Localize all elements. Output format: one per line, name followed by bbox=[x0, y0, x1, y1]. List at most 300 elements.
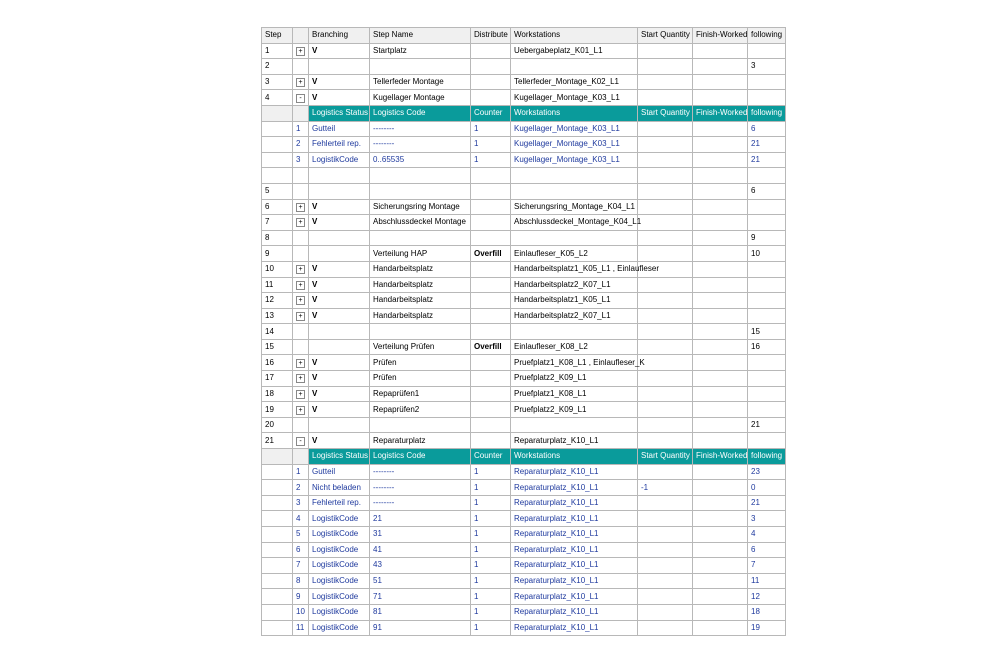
following-cell[interactable]: 23 bbox=[748, 464, 786, 480]
step-row[interactable] bbox=[262, 277, 786, 293]
counter-cell[interactable]: 1 bbox=[471, 589, 511, 605]
expand-toggle-icon[interactable]: + bbox=[296, 374, 305, 383]
sub-header-logistics-code[interactable]: Logistics Code bbox=[370, 105, 471, 121]
logistics-code-cell[interactable]: 43 bbox=[370, 558, 471, 574]
step-row[interactable] bbox=[262, 74, 786, 90]
distribute-cell[interactable] bbox=[471, 308, 511, 324]
step-row[interactable] bbox=[262, 246, 786, 262]
step-name[interactable]: Kugellager Montage bbox=[370, 90, 471, 106]
finish-worked-cell[interactable] bbox=[693, 230, 748, 246]
workstation-cell[interactable]: Reparaturplatz_K10_L1 bbox=[511, 558, 638, 574]
step-row[interactable] bbox=[262, 230, 786, 246]
logistics-status-cell[interactable]: LogistikCode bbox=[309, 620, 370, 636]
step-row[interactable] bbox=[262, 43, 786, 59]
start-quantity-cell[interactable] bbox=[638, 495, 693, 511]
branching-cell[interactable] bbox=[309, 324, 370, 340]
start-quantity-cell[interactable] bbox=[638, 277, 693, 293]
step-row[interactable] bbox=[262, 183, 786, 199]
workstation-cell[interactable]: Kugellager_Montage_K03_L1 bbox=[511, 152, 638, 168]
following-cell[interactable]: 6 bbox=[748, 183, 786, 199]
distribute-cell[interactable] bbox=[471, 90, 511, 106]
distribute-cell[interactable] bbox=[471, 433, 511, 449]
following-cell[interactable] bbox=[748, 308, 786, 324]
counter-cell[interactable]: 1 bbox=[471, 495, 511, 511]
logistics-row[interactable] bbox=[262, 480, 786, 496]
finish-worked-cell[interactable] bbox=[693, 355, 748, 371]
distribute-cell[interactable] bbox=[471, 43, 511, 59]
workstation-cell[interactable]: Reparaturplatz_K10_L1 bbox=[511, 573, 638, 589]
logistics-status-cell[interactable]: LogistikCode bbox=[309, 558, 370, 574]
distribute-cell[interactable] bbox=[471, 417, 511, 433]
finish-worked-cell[interactable] bbox=[693, 199, 748, 215]
toggle-cell[interactable] bbox=[293, 199, 309, 215]
start-quantity-cell[interactable] bbox=[638, 137, 693, 153]
finish-worked-cell[interactable] bbox=[693, 339, 748, 355]
step-row[interactable] bbox=[262, 261, 786, 277]
branching-cell[interactable]: V bbox=[309, 74, 370, 90]
finish-worked-cell[interactable] bbox=[693, 604, 748, 620]
logistics-code-cell[interactable]: -------- bbox=[370, 121, 471, 137]
finish-worked-cell[interactable] bbox=[693, 308, 748, 324]
logistics-status-cell[interactable]: Gutteil bbox=[309, 121, 370, 137]
step-row[interactable] bbox=[262, 339, 786, 355]
following-cell[interactable]: 21 bbox=[748, 152, 786, 168]
toggle-cell[interactable] bbox=[293, 293, 309, 309]
workstation-cell[interactable]: Handarbeitsplatz1_K05_L1 bbox=[511, 293, 638, 309]
following-cell[interactable]: 0 bbox=[748, 480, 786, 496]
branching-cell[interactable]: V bbox=[309, 277, 370, 293]
logistics-row[interactable] bbox=[262, 620, 786, 636]
branching-cell[interactable]: V bbox=[309, 43, 370, 59]
start-quantity-cell[interactable] bbox=[638, 355, 693, 371]
expand-toggle-icon[interactable]: + bbox=[296, 359, 305, 368]
logistics-row[interactable] bbox=[262, 604, 786, 620]
step-name[interactable]: Reparaturplatz bbox=[370, 433, 471, 449]
following-cell[interactable]: 7 bbox=[748, 558, 786, 574]
step-row[interactable] bbox=[262, 386, 786, 402]
sub-header-start-quantity[interactable]: Start Quantity bbox=[638, 105, 693, 121]
step-name[interactable]: Verteilung HAP bbox=[370, 246, 471, 262]
finish-worked-cell[interactable] bbox=[693, 59, 748, 75]
workstation-cell[interactable]: Reparaturplatz_K10_L1 bbox=[511, 542, 638, 558]
logistics-status-cell[interactable]: LogistikCode bbox=[309, 604, 370, 620]
workstation-cell[interactable] bbox=[511, 324, 638, 340]
start-quantity-cell[interactable] bbox=[638, 527, 693, 543]
sub-header-counter[interactable]: Counter bbox=[471, 105, 511, 121]
start-quantity-cell[interactable] bbox=[638, 511, 693, 527]
sub-header-logistics-status[interactable]: Logistics Status bbox=[309, 449, 370, 465]
start-quantity-cell[interactable] bbox=[638, 183, 693, 199]
branching-cell[interactable] bbox=[309, 230, 370, 246]
logistics-row[interactable] bbox=[262, 511, 786, 527]
logistics-code-cell[interactable]: -------- bbox=[370, 495, 471, 511]
workstation-cell[interactable]: Reparaturplatz_K10_L1 bbox=[511, 480, 638, 496]
expand-toggle-icon[interactable]: + bbox=[296, 296, 305, 305]
finish-worked-cell[interactable] bbox=[693, 527, 748, 543]
start-quantity-cell[interactable] bbox=[638, 542, 693, 558]
start-quantity-cell[interactable] bbox=[638, 199, 693, 215]
distribute-cell[interactable] bbox=[471, 293, 511, 309]
start-quantity-cell[interactable] bbox=[638, 293, 693, 309]
following-cell[interactable]: 15 bbox=[748, 324, 786, 340]
distribute-cell[interactable] bbox=[471, 74, 511, 90]
step-name[interactable]: Handarbeitsplatz bbox=[370, 293, 471, 309]
toggle-cell[interactable] bbox=[293, 355, 309, 371]
following-cell[interactable] bbox=[748, 215, 786, 231]
start-quantity-cell[interactable] bbox=[638, 371, 693, 387]
expand-toggle-icon[interactable]: + bbox=[296, 203, 305, 212]
workstation-cell[interactable] bbox=[511, 230, 638, 246]
distribute-cell[interactable] bbox=[471, 183, 511, 199]
following-cell[interactable]: 10 bbox=[748, 246, 786, 262]
sub-header-following[interactable]: following bbox=[748, 105, 786, 121]
following-cell[interactable] bbox=[748, 386, 786, 402]
step-name[interactable] bbox=[370, 230, 471, 246]
start-quantity-cell[interactable] bbox=[638, 433, 693, 449]
sub-header-finish-worked[interactable]: Finish-Worked bbox=[693, 105, 748, 121]
step-name[interactable]: Repaprüfen2 bbox=[370, 402, 471, 418]
col-header-following[interactable]: following bbox=[748, 28, 786, 44]
workstation-cell[interactable]: Reparaturplatz_K10_L1 bbox=[511, 511, 638, 527]
expand-toggle-icon[interactable]: + bbox=[296, 390, 305, 399]
step-name[interactable] bbox=[370, 183, 471, 199]
start-quantity-cell[interactable] bbox=[638, 558, 693, 574]
start-quantity-cell[interactable] bbox=[638, 74, 693, 90]
step-name[interactable] bbox=[370, 417, 471, 433]
finish-worked-cell[interactable] bbox=[693, 386, 748, 402]
finish-worked-cell[interactable] bbox=[693, 246, 748, 262]
logistics-code-cell[interactable]: 91 bbox=[370, 620, 471, 636]
step-name[interactable] bbox=[370, 59, 471, 75]
workstation-cell[interactable]: Reparaturplatz_K10_L1 bbox=[511, 620, 638, 636]
logistics-status-cell[interactable]: Fehlerteil rep. bbox=[309, 137, 370, 153]
step-row[interactable] bbox=[262, 59, 786, 75]
logistics-code-cell[interactable]: -------- bbox=[370, 464, 471, 480]
logistics-status-cell[interactable]: LogistikCode bbox=[309, 152, 370, 168]
workstation-cell[interactable]: Abschlussdeckel_Montage_K04_L1 bbox=[511, 215, 638, 231]
step-row[interactable] bbox=[262, 215, 786, 231]
step-name[interactable]: Prüfen bbox=[370, 355, 471, 371]
following-cell[interactable] bbox=[748, 371, 786, 387]
toggle-cell[interactable] bbox=[293, 433, 309, 449]
finish-worked-cell[interactable] bbox=[693, 183, 748, 199]
distribute-cell[interactable] bbox=[471, 261, 511, 277]
start-quantity-cell[interactable] bbox=[638, 386, 693, 402]
counter-cell[interactable]: 1 bbox=[471, 620, 511, 636]
branching-cell[interactable]: V bbox=[309, 355, 370, 371]
following-cell[interactable]: 11 bbox=[748, 573, 786, 589]
workstation-cell[interactable]: Kugellager_Montage_K03_L1 bbox=[511, 121, 638, 137]
workstation-cell[interactable]: Pruefplatz1_K08_L1 bbox=[511, 386, 638, 402]
logistics-row[interactable] bbox=[262, 495, 786, 511]
collapse-toggle-icon[interactable]: - bbox=[296, 94, 305, 103]
workstation-cell[interactable]: Pruefplatz2_K09_L1 bbox=[511, 371, 638, 387]
finish-worked-cell[interactable] bbox=[693, 43, 748, 59]
workstation-cell[interactable]: Reparaturplatz_K10_L1 bbox=[511, 464, 638, 480]
logistics-status-cell[interactable]: Fehlerteil rep. bbox=[309, 495, 370, 511]
expand-toggle-icon[interactable]: + bbox=[296, 218, 305, 227]
expand-toggle-icon[interactable]: + bbox=[296, 312, 305, 321]
finish-worked-cell[interactable] bbox=[693, 620, 748, 636]
counter-cell[interactable]: 1 bbox=[471, 604, 511, 620]
workstation-cell[interactable]: Pruefplatz1_K08_L1 , Einlaufleser_K bbox=[511, 355, 638, 371]
logistics-status-cell[interactable]: LogistikCode bbox=[309, 527, 370, 543]
branching-cell[interactable]: V bbox=[309, 402, 370, 418]
toggle-cell[interactable] bbox=[293, 308, 309, 324]
start-quantity-cell[interactable] bbox=[638, 589, 693, 605]
branching-cell[interactable]: V bbox=[309, 308, 370, 324]
following-cell[interactable]: 12 bbox=[748, 589, 786, 605]
step-name[interactable]: Handarbeitsplatz bbox=[370, 308, 471, 324]
following-cell[interactable]: 9 bbox=[748, 230, 786, 246]
distribute-cell[interactable] bbox=[471, 199, 511, 215]
toggle-cell[interactable] bbox=[293, 371, 309, 387]
finish-worked-cell[interactable] bbox=[693, 261, 748, 277]
logistics-status-cell[interactable]: LogistikCode bbox=[309, 542, 370, 558]
start-quantity-cell[interactable] bbox=[638, 573, 693, 589]
finish-worked-cell[interactable] bbox=[693, 480, 748, 496]
logistics-code-cell[interactable]: 51 bbox=[370, 573, 471, 589]
distribute-cell[interactable] bbox=[471, 386, 511, 402]
sub-header-start-quantity[interactable]: Start Quantity bbox=[638, 449, 693, 465]
logistics-status-cell[interactable]: LogistikCode bbox=[309, 589, 370, 605]
workstation-cell[interactable]: Reparaturplatz_K10_L1 bbox=[511, 589, 638, 605]
start-quantity-cell[interactable] bbox=[638, 246, 693, 262]
following-cell[interactable] bbox=[748, 74, 786, 90]
finish-worked-cell[interactable] bbox=[693, 542, 748, 558]
finish-worked-cell[interactable] bbox=[693, 558, 748, 574]
finish-worked-cell[interactable] bbox=[693, 324, 748, 340]
following-cell[interactable] bbox=[748, 43, 786, 59]
workstation-cell[interactable]: Einlaufleser_K08_L2 bbox=[511, 339, 638, 355]
start-quantity-cell[interactable] bbox=[638, 464, 693, 480]
branching-cell[interactable]: V bbox=[309, 433, 370, 449]
step-name[interactable]: Tellerfeder Montage bbox=[370, 74, 471, 90]
start-quantity-cell[interactable] bbox=[638, 152, 693, 168]
step-name[interactable] bbox=[370, 324, 471, 340]
following-cell[interactable]: 18 bbox=[748, 604, 786, 620]
logistics-code-cell[interactable]: 31 bbox=[370, 527, 471, 543]
logistics-code-cell[interactable]: -------- bbox=[370, 480, 471, 496]
step-row[interactable] bbox=[262, 199, 786, 215]
branching-cell[interactable] bbox=[309, 339, 370, 355]
col-header-start-quantity[interactable]: Start Quantity bbox=[638, 28, 693, 44]
workstation-cell[interactable]: Handarbeitsplatz1_K05_L1 , Einlaufleser bbox=[511, 261, 638, 277]
col-header-workstations[interactable]: Workstations bbox=[511, 28, 638, 44]
toggle-cell[interactable] bbox=[293, 261, 309, 277]
finish-worked-cell[interactable] bbox=[693, 464, 748, 480]
step-name[interactable]: Prüfen bbox=[370, 371, 471, 387]
following-cell[interactable] bbox=[748, 90, 786, 106]
step-row[interactable] bbox=[262, 90, 786, 106]
step-name[interactable]: Handarbeitsplatz bbox=[370, 277, 471, 293]
following-cell[interactable]: 6 bbox=[748, 542, 786, 558]
logistics-row[interactable] bbox=[262, 527, 786, 543]
step-name[interactable]: Verteilung Prüfen bbox=[370, 339, 471, 355]
logistics-code-cell[interactable]: 71 bbox=[370, 589, 471, 605]
distribute-cell[interactable]: Overfill bbox=[471, 339, 511, 355]
expand-toggle-icon[interactable]: + bbox=[296, 265, 305, 274]
counter-cell[interactable]: 1 bbox=[471, 464, 511, 480]
logistics-code-cell[interactable]: 21 bbox=[370, 511, 471, 527]
toggle-cell[interactable] bbox=[293, 43, 309, 59]
workstation-cell[interactable]: Handarbeitsplatz2_K07_L1 bbox=[511, 277, 638, 293]
finish-worked-cell[interactable] bbox=[693, 495, 748, 511]
branching-cell[interactable]: V bbox=[309, 293, 370, 309]
finish-worked-cell[interactable] bbox=[693, 371, 748, 387]
step-row[interactable] bbox=[262, 402, 786, 418]
finish-worked-cell[interactable] bbox=[693, 215, 748, 231]
counter-cell[interactable]: 1 bbox=[471, 121, 511, 137]
start-quantity-cell[interactable] bbox=[638, 324, 693, 340]
workstation-cell[interactable]: Handarbeitsplatz2_K07_L1 bbox=[511, 308, 638, 324]
start-quantity-cell[interactable] bbox=[638, 59, 693, 75]
col-header-finish-worked[interactable]: Finish-Worked bbox=[693, 28, 748, 44]
branching-cell[interactable]: V bbox=[309, 261, 370, 277]
expand-toggle-icon[interactable]: + bbox=[296, 78, 305, 87]
start-quantity-cell[interactable] bbox=[638, 402, 693, 418]
logistics-row[interactable] bbox=[262, 573, 786, 589]
finish-worked-cell[interactable] bbox=[693, 137, 748, 153]
finish-worked-cell[interactable] bbox=[693, 152, 748, 168]
finish-worked-cell[interactable] bbox=[693, 74, 748, 90]
logistics-row[interactable] bbox=[262, 121, 786, 137]
sub-header-workstations[interactable]: Workstations bbox=[511, 105, 638, 121]
branching-cell[interactable] bbox=[309, 246, 370, 262]
workstation-cell[interactable] bbox=[511, 183, 638, 199]
logistics-row[interactable] bbox=[262, 137, 786, 153]
workstation-cell[interactable] bbox=[511, 417, 638, 433]
following-cell[interactable] bbox=[748, 433, 786, 449]
workstation-cell[interactable]: Reparaturplatz_K10_L1 bbox=[511, 527, 638, 543]
sub-header-logistics-code[interactable]: Logistics Code bbox=[370, 449, 471, 465]
step-name[interactable]: Repaprüfen1 bbox=[370, 386, 471, 402]
workstation-cell[interactable]: Tellerfeder_Montage_K02_L1 bbox=[511, 74, 638, 90]
start-quantity-cell[interactable] bbox=[638, 620, 693, 636]
branching-cell[interactable] bbox=[309, 417, 370, 433]
expand-toggle-icon[interactable]: + bbox=[296, 281, 305, 290]
expand-toggle-icon[interactable]: + bbox=[296, 406, 305, 415]
step-name[interactable]: Sicherungsring Montage bbox=[370, 199, 471, 215]
toggle-cell[interactable] bbox=[293, 74, 309, 90]
step-row[interactable] bbox=[262, 355, 786, 371]
step-row[interactable] bbox=[262, 324, 786, 340]
col-header-toggle[interactable] bbox=[293, 28, 309, 44]
start-quantity-cell[interactable] bbox=[638, 215, 693, 231]
workstation-cell[interactable]: Reparaturplatz_K10_L1 bbox=[511, 604, 638, 620]
toggle-cell[interactable] bbox=[293, 215, 309, 231]
distribute-cell[interactable] bbox=[471, 402, 511, 418]
following-cell[interactable] bbox=[748, 199, 786, 215]
following-cell[interactable] bbox=[748, 277, 786, 293]
workstation-cell[interactable]: Kugellager_Montage_K03_L1 bbox=[511, 90, 638, 106]
finish-worked-cell[interactable] bbox=[693, 277, 748, 293]
following-cell[interactable]: 19 bbox=[748, 620, 786, 636]
step-name[interactable]: Abschlussdeckel Montage bbox=[370, 215, 471, 231]
logistics-code-cell[interactable]: 0..65535 bbox=[370, 152, 471, 168]
sub-header-counter[interactable]: Counter bbox=[471, 449, 511, 465]
finish-worked-cell[interactable] bbox=[693, 293, 748, 309]
finish-worked-cell[interactable] bbox=[693, 589, 748, 605]
counter-cell[interactable]: 1 bbox=[471, 152, 511, 168]
branching-cell[interactable] bbox=[309, 183, 370, 199]
start-quantity-cell[interactable] bbox=[638, 339, 693, 355]
counter-cell[interactable]: 1 bbox=[471, 542, 511, 558]
start-quantity-cell[interactable] bbox=[638, 121, 693, 137]
expand-toggle-icon[interactable]: + bbox=[296, 47, 305, 56]
counter-cell[interactable]: 1 bbox=[471, 527, 511, 543]
following-cell[interactable]: 21 bbox=[748, 137, 786, 153]
workstation-cell[interactable]: Reparaturplatz_K10_L1 bbox=[511, 495, 638, 511]
step-name[interactable]: Startplatz bbox=[370, 43, 471, 59]
start-quantity-cell[interactable] bbox=[638, 43, 693, 59]
workstation-cell[interactable]: Reparaturplatz_K10_L1 bbox=[511, 433, 638, 449]
start-quantity-cell[interactable] bbox=[638, 604, 693, 620]
toggle-cell[interactable] bbox=[293, 386, 309, 402]
finish-worked-cell[interactable] bbox=[693, 90, 748, 106]
workstation-cell[interactable] bbox=[511, 59, 638, 75]
following-cell[interactable] bbox=[748, 355, 786, 371]
toggle-cell[interactable] bbox=[293, 402, 309, 418]
following-cell[interactable]: 21 bbox=[748, 417, 786, 433]
logistics-row[interactable] bbox=[262, 542, 786, 558]
logistics-code-cell[interactable]: -------- bbox=[370, 137, 471, 153]
distribute-cell[interactable] bbox=[471, 277, 511, 293]
workstation-cell[interactable]: Sicherungsring_Montage_K04_L1 bbox=[511, 199, 638, 215]
following-cell[interactable] bbox=[748, 402, 786, 418]
sub-header-workstations[interactable]: Workstations bbox=[511, 449, 638, 465]
col-header-branching[interactable]: Branching bbox=[309, 28, 370, 44]
following-cell[interactable]: 16 bbox=[748, 339, 786, 355]
step-row[interactable] bbox=[262, 417, 786, 433]
start-quantity-cell[interactable]: -1 bbox=[638, 480, 693, 496]
distribute-cell[interactable] bbox=[471, 355, 511, 371]
workstation-cell[interactable]: Kugellager_Montage_K03_L1 bbox=[511, 137, 638, 153]
step-name[interactable]: Handarbeitsplatz bbox=[370, 261, 471, 277]
logistics-code-cell[interactable]: 41 bbox=[370, 542, 471, 558]
workstation-cell[interactable]: Einlaufleser_K05_L2 bbox=[511, 246, 638, 262]
sub-header-logistics-status[interactable]: Logistics Status bbox=[309, 105, 370, 121]
branching-cell[interactable]: V bbox=[309, 386, 370, 402]
finish-worked-cell[interactable] bbox=[693, 433, 748, 449]
workstation-cell[interactable]: Pruefplatz2_K09_L1 bbox=[511, 402, 638, 418]
col-header-step-name[interactable]: Step Name bbox=[370, 28, 471, 44]
logistics-status-cell[interactable]: Gutteil bbox=[309, 464, 370, 480]
counter-cell[interactable]: 1 bbox=[471, 573, 511, 589]
branching-cell[interactable]: V bbox=[309, 90, 370, 106]
distribute-cell[interactable] bbox=[471, 324, 511, 340]
distribute-cell[interactable] bbox=[471, 59, 511, 75]
toggle-cell[interactable] bbox=[293, 90, 309, 106]
logistics-row[interactable] bbox=[262, 558, 786, 574]
step-row[interactable] bbox=[262, 433, 786, 449]
finish-worked-cell[interactable] bbox=[693, 402, 748, 418]
distribute-cell[interactable] bbox=[471, 230, 511, 246]
following-cell[interactable]: 3 bbox=[748, 59, 786, 75]
start-quantity-cell[interactable] bbox=[638, 230, 693, 246]
distribute-cell[interactable] bbox=[471, 215, 511, 231]
distribute-cell[interactable]: Overfill bbox=[471, 246, 511, 262]
workstation-cell[interactable]: Uebergabeplatz_K01_L1 bbox=[511, 43, 638, 59]
sub-header-finish-worked[interactable]: Finish-Worked bbox=[693, 449, 748, 465]
start-quantity-cell[interactable] bbox=[638, 308, 693, 324]
branching-cell[interactable] bbox=[309, 59, 370, 75]
start-quantity-cell[interactable] bbox=[638, 90, 693, 106]
branching-cell[interactable]: V bbox=[309, 199, 370, 215]
branching-cell[interactable]: V bbox=[309, 215, 370, 231]
following-cell[interactable]: 21 bbox=[748, 495, 786, 511]
finish-worked-cell[interactable] bbox=[693, 121, 748, 137]
